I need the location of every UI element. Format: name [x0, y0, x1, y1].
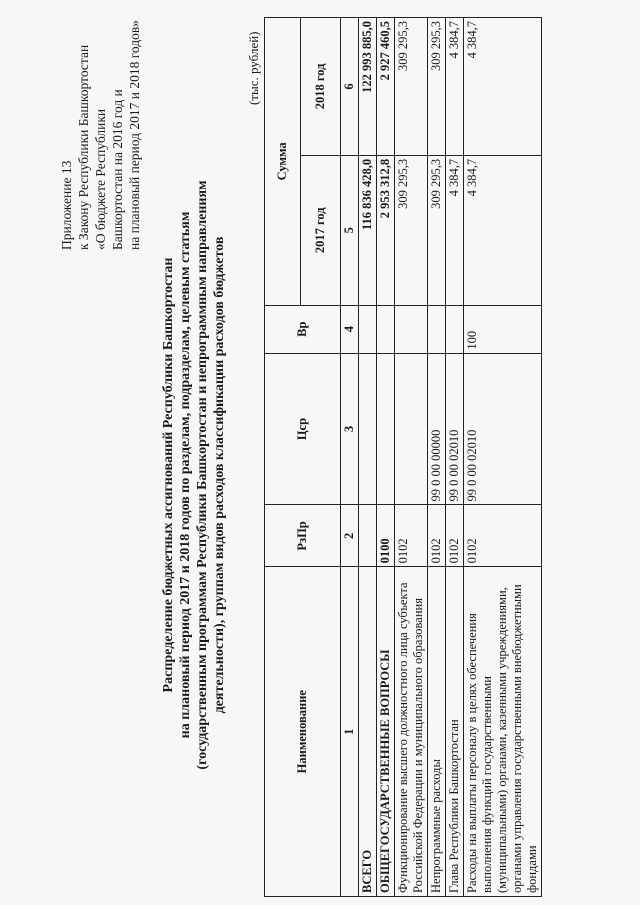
row-2018: 309 295,3 — [428, 18, 446, 156]
row-csr — [377, 353, 395, 505]
header-index: 5 — [341, 155, 359, 305]
header-index: 2 — [341, 505, 359, 567]
row-2018: 2 927 460,5 — [377, 18, 395, 156]
row-csr: 99 0 00 00000 — [428, 353, 446, 505]
row-2018: 4 384,7 — [464, 18, 542, 156]
header-2017: 2017 год — [301, 155, 341, 305]
table-row — [428, 18, 446, 897]
row-csr: 99 0 00 02010 — [446, 353, 464, 505]
row-vr — [395, 305, 428, 353]
table-row — [446, 18, 464, 897]
header-vr: Вр — [265, 305, 341, 353]
row-csr: 99 0 00 02010 — [464, 353, 542, 505]
row-name: ОБЩЕГОСУДАРСТВЕННЫЕ ВОПРОСЫ — [377, 567, 395, 897]
header-csr: Цср — [265, 353, 341, 505]
row-2017: 4 384,7 — [464, 155, 542, 305]
title-line: Распределение бюджетных ассигнований Республики Башкортостан — [161, 257, 176, 693]
units-label: (тыс. рублей) — [246, 31, 261, 105]
row-2017: 309 295,3 — [395, 155, 428, 305]
title-line: на плановый период 2017 и 2018 годов по разделам, подразделам, целевым статьям — [178, 211, 193, 739]
row-vr — [359, 305, 377, 353]
header-index: 6 — [341, 18, 359, 156]
row-csr — [395, 353, 428, 505]
approval-line: Башкортостан на 2016 год и — [110, 89, 125, 250]
document-title — [160, 165, 228, 785]
row-2017: 116 836 428,0 — [359, 155, 377, 305]
header-name: Наименование — [265, 567, 341, 897]
row-2018: 122 993 885,0 — [359, 18, 377, 156]
header-index: 4 — [341, 305, 359, 353]
row-rzpr: 0102 — [446, 505, 464, 567]
table-row — [464, 18, 542, 897]
row-vr — [428, 305, 446, 353]
row-vr: 100 — [464, 305, 542, 353]
row-2018: 309 295,3 — [395, 18, 428, 156]
row-rzpr: 0100 — [377, 505, 395, 567]
row-rzpr — [359, 505, 377, 567]
header-rzpr: РзПр — [265, 505, 341, 567]
budget-table — [264, 17, 542, 897]
row-name: Функционирование высшего должностного лица субъекта Российской Федерации и муниципального образования — [395, 567, 428, 897]
row-name: ВСЕГО — [359, 567, 377, 897]
header-index: 3 — [341, 353, 359, 505]
approval-line: к Закону Республики Башкортостан — [76, 44, 91, 250]
row-rzpr: 0102 — [395, 505, 428, 567]
header-sum: Сумма — [265, 18, 301, 306]
row-2017: 4 384,7 — [446, 155, 464, 305]
approval-line: «О бюджете Республики — [93, 108, 108, 250]
row-2017: 2 953 312,8 — [377, 155, 395, 305]
title-line: (государственным программам Республики Башкортостан и непрограммным направлениям — [195, 180, 210, 770]
row-rzpr: 0102 — [464, 505, 542, 567]
row-vr — [377, 305, 395, 353]
title-line: деятельности), группам видов расходов классификации расходов бюджетов — [212, 236, 227, 714]
row-name: Непрограммные расходы — [428, 567, 446, 897]
header-2018: 2018 год — [301, 18, 341, 156]
row-2017: 309 295,3 — [428, 155, 446, 305]
table-row — [377, 18, 395, 897]
table-row — [359, 18, 377, 897]
approval-line: на плановый период 2017 и 2018 годов» — [127, 19, 142, 250]
header-index: 1 — [341, 567, 359, 897]
row-2018: 4 384,7 — [446, 18, 464, 156]
row-rzpr: 0102 — [428, 505, 446, 567]
row-vr — [446, 305, 464, 353]
row-name: Глава Республики Башкортостан — [446, 567, 464, 897]
table-row — [395, 18, 428, 897]
row-name: Расходы на выплаты персоналу в целях обеспечения выполнения функций государственными (муниципальными) органами, казенными учреждениями, органами управления государственными внебюджетными фондами — [464, 567, 542, 897]
row-csr — [359, 353, 377, 505]
approval-line: Приложение 13 — [59, 160, 74, 250]
approval-block — [58, 10, 143, 250]
